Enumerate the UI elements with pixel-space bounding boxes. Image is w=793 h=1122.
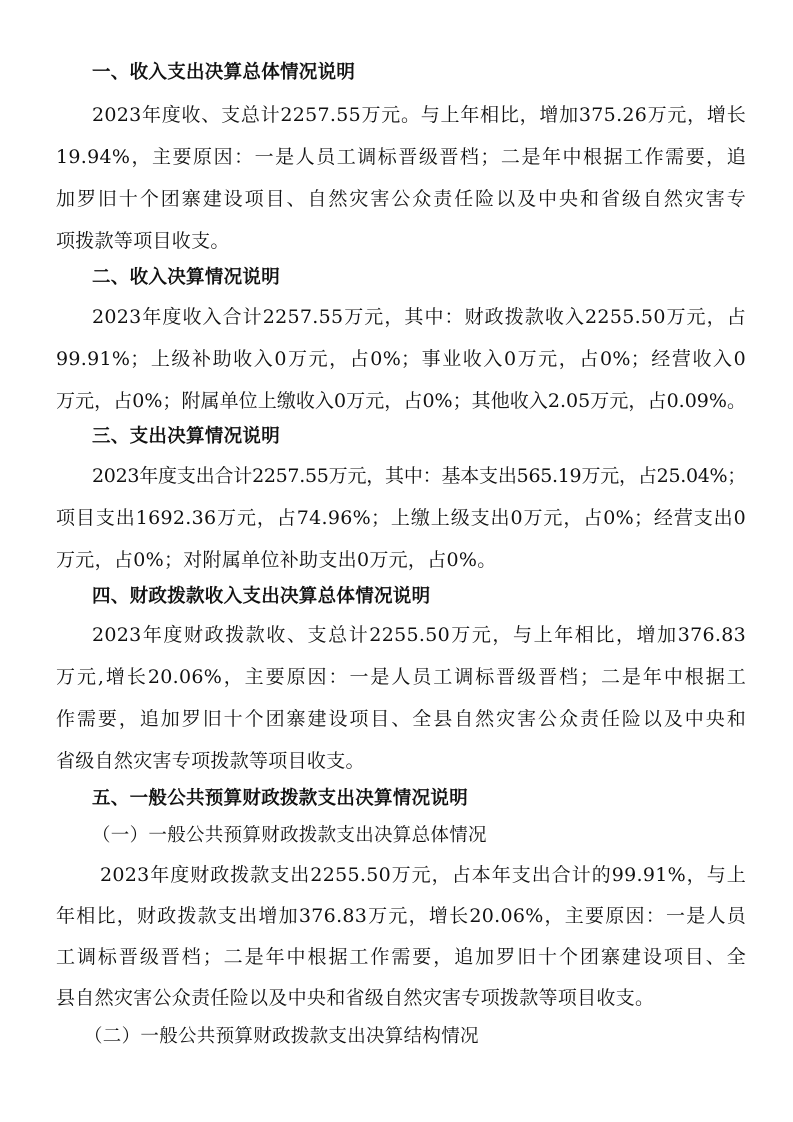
section-1-line-4: 项拨款等项目收支。: [56, 230, 230, 252]
section-2-line-3: 万元，占0%；附属单位上缴收入0万元，占0%；其他收入2.05万元，占0.09%。: [56, 390, 746, 412]
section-5-line-4: 县自然灾害公众责任险以及中央和省级自然灾害专项拨款等项目收支。: [56, 987, 655, 1009]
section-2-heading: 二、收入决算情况说明: [92, 267, 281, 288]
section-4-line-3: 作需要，追加罗旧十个团寨建设项目、全县自然灾害公众责任险以及中央和: [56, 708, 746, 730]
section-5-subheading-2: （二）一般公共预算财政拨款支出决算结构情况: [84, 1026, 479, 1047]
section-4-line-4: 省级自然灾害专项拨款等项目收支。: [56, 750, 365, 772]
section-2-line-2: 99.91%；上级补助收入0万元，占0%；事业收入0万元，占0%；经营收入0: [56, 348, 746, 370]
section-1-line-3: 加罗旧十个团寨建设项目、自然灾害公众责任险以及中央和省级自然灾害专: [56, 188, 746, 210]
section-5-line-1: 2023年度财政拨款支出2255.50万元，占本年支出合计的99.91%，与上: [100, 864, 746, 886]
section-1-line-2: 19.94%，主要原因：一是人员工调标晋级晋档；二是年中根据工作需要，追: [56, 146, 746, 168]
section-3-line-1: 2023年度支出合计2257.55万元，其中：基本支出565.19万元，占25.04%；: [92, 465, 746, 487]
section-4-line-2: 万元,增长20.06%，主要原因：一是人员工调标晋级晋档；二是年中根据工: [56, 666, 746, 688]
section-3-line-3: 万元，占0%；对附属单位补助支出0万元，占0%。: [56, 549, 497, 571]
section-3-line-2: 项目支出1692.36万元，占74.96%；上缴上级支出0万元，占0%；经营支出0: [56, 507, 746, 529]
section-5-subheading-1: （一）一般公共预算财政拨款支出决算总体情况: [92, 825, 487, 846]
section-5-heading: 五、一般公共预算财政拨款支出决算情况说明: [92, 788, 469, 809]
section-4-line-1: 2023年度财政拨款收、支总计2255.50万元，与上年相比，增加376.83: [92, 624, 746, 646]
section-2-line-1: 2023年度收入合计2257.55万元，其中：财政拨款收入2255.50万元，占: [92, 306, 746, 328]
section-3-heading: 三、支出决算情况说明: [92, 426, 281, 447]
section-5-line-3: 工调标晋级晋档；二是年中根据工作需要，追加罗旧十个团寨建设项目、全: [56, 946, 746, 968]
section-1-line-1: 2023年度收、支总计2257.55万元。与上年相比，增加375.26万元，增长: [92, 104, 746, 126]
section-4-heading: 四、财政拨款收入支出决算总体情况说明: [92, 586, 431, 607]
section-1-heading: 一、收入支出决算总体情况说明: [92, 62, 356, 83]
section-5-line-2: 年相比，财政拨款支出增加376.83万元，增长20.06%，主要原因：一是人员: [56, 905, 746, 927]
